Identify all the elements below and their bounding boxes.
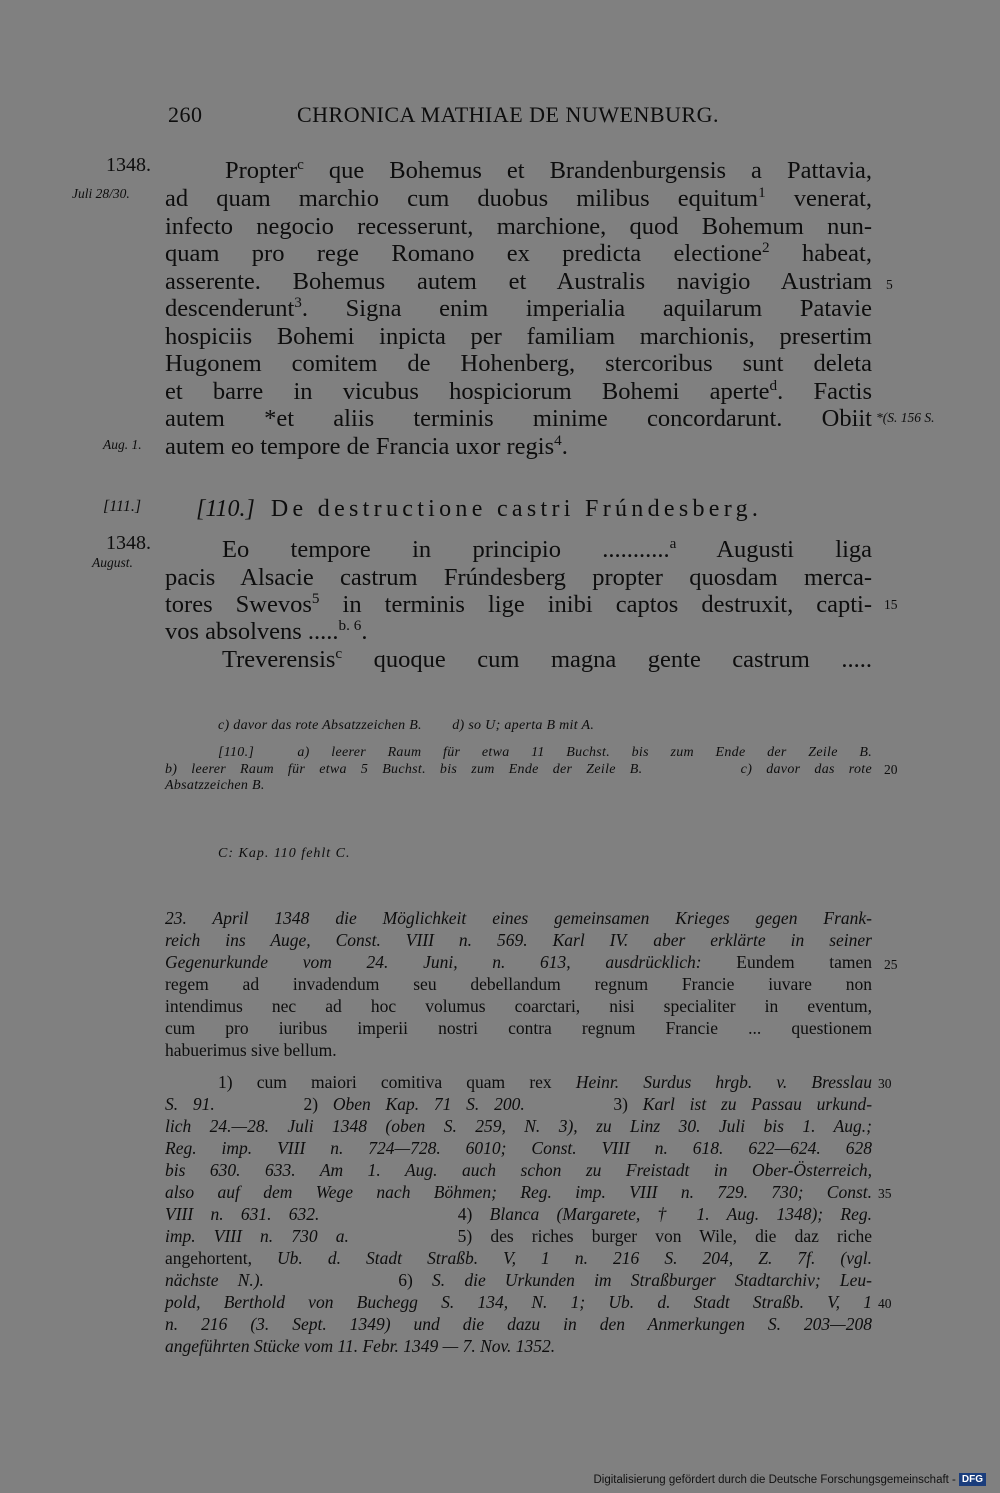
footnote-line: angehortent, Ub. d. Stadt Straßb. V, 1 n. 216 S. 204, Z. 7f. (vgl. bbox=[165, 1248, 872, 1268]
text-line: pacis Alsacie castrum Frúndesberg propter quosdam merca- bbox=[165, 564, 872, 591]
footnote-line: Reg. imp. VIII n. 724—728. 6010; Const. VIII n. 618. 622—624. 628 bbox=[165, 1138, 872, 1158]
footnote-line: lich 24.—28. Juli 1348 (oben S. 259, N. 3), zu Linz 30. Juli bis 1. Aug.; bbox=[165, 1116, 872, 1136]
margin-date: Juli 28/30. bbox=[72, 186, 130, 201]
margin-date: Aug. 1. bbox=[103, 437, 142, 452]
line-number: 15 bbox=[884, 597, 898, 612]
page-number: 260 bbox=[168, 102, 203, 127]
credit-text: Digitalisierung gefördert durch die Deutsche Forschungsgemeinschaft - bbox=[593, 1474, 956, 1486]
chapter-number: [110.] bbox=[196, 496, 255, 522]
text-line: vos absolvens .....$^{b. 6}$. bbox=[165, 616, 368, 645]
line-number: 30 bbox=[878, 1076, 892, 1091]
text-line: autem eo tempore de Francia uxor regis$^4$. bbox=[165, 431, 568, 460]
text-line: ad quam marchio cum duobus milibus equitum$^1$ venerat, bbox=[165, 183, 872, 212]
running-title: CHRONICA MATHIAE DE NUWENBURG. bbox=[297, 102, 719, 127]
footnote-line: angeführten Stücke vom 11. Febr. 1349 — 7. Nov. 1352. bbox=[165, 1336, 556, 1356]
commentary-line: Gegenurkunde vom 24. Juni, n. 613, ausdrücklich: Eundem tamen bbox=[165, 952, 873, 972]
commentary-line: reich ins Auge, Const. VIII n. 569. Karl IV. aber erklärte in seiner bbox=[165, 930, 872, 950]
footnote-line: imp. VIII n. 730 a. 5) des riches burger von Wile, die daz riche bbox=[165, 1226, 872, 1246]
margin-date: August. bbox=[92, 555, 133, 570]
text-line: Eo tempore in principio ...........$^a$ Augusti liga bbox=[222, 534, 872, 563]
margin-year: 1348. bbox=[106, 154, 151, 176]
footnote-line: VIII n. 631. 632. 4) Blanca (Margarete, † 1. Aug. 1348); Reg. bbox=[165, 1204, 873, 1224]
digitization-credit bbox=[593, 1473, 986, 1486]
dfg-logo: DFG bbox=[959, 1473, 986, 1486]
commentary-line: cum pro iuribus imperii nostri contra regnum Francie ... questionem bbox=[165, 1018, 872, 1038]
line-number: 5 bbox=[886, 277, 893, 292]
text-line: hospiciis Bohemi inpicta per familiam marchionis, presertim bbox=[165, 323, 872, 350]
text-line: Propter$^c$ que Bohemus et Brandenburgensis a Pattavia, bbox=[225, 155, 872, 184]
text-line: asserente. Bohemus autem et Australis navigio Austriam bbox=[165, 268, 872, 295]
margin-chapter-number: [111.] bbox=[103, 498, 142, 515]
apparatus-line: [110.] a) leerer Raum für etwa 11 Buchst. bis zum Ende der Zeile B. bbox=[218, 745, 872, 760]
line-number: 25 bbox=[884, 957, 898, 972]
text-line: quam pro rege Romano ex predicta electione$^2$ habeat, bbox=[165, 238, 872, 267]
text-line: infecto negocio recesserunt, marchione, quod Bohemum nun- bbox=[165, 213, 872, 240]
text-line: Hugonem comitem de Hohenberg, stercoribus sunt deleta bbox=[165, 350, 872, 377]
chapter-title: De destructione castri Frúndesberg. bbox=[270, 496, 763, 522]
line-number: 40 bbox=[878, 1296, 892, 1311]
footnote-line: also auf dem Wege nach Böhmen; Reg. imp. VIII n. 729. 730; Const. bbox=[165, 1182, 872, 1202]
page-reference: *(S. 156 S. bbox=[876, 410, 935, 425]
footnote-line: 1) cum maiori comitiva quam rex Heinr. Surdus hrgb. v. Bresslau bbox=[218, 1072, 872, 1092]
line-number: 20 bbox=[884, 762, 898, 777]
margin-year: 1348. bbox=[106, 532, 151, 554]
footnote-line: bis 630. 633. Am 1. Aug. auch schon zu Freistadt in Ober-Österreich, bbox=[165, 1160, 872, 1180]
apparatus-line: c) davor das rote Absatzzeichen B. d) so U; aperta B mit A. bbox=[218, 718, 595, 733]
commentary-line: 23. April 1348 die Möglichkeit eines gemeinsamen Krieges gegen Frank- bbox=[165, 908, 872, 928]
apparatus-line: Absatzzeichen B. bbox=[165, 778, 265, 793]
commentary-line: intendimus nec ad hoc volumus coarctari, nisi specialiter in eventum, bbox=[165, 996, 872, 1016]
apparatus-line: b) leerer Raum für etwa 5 Buchst. bis zum Ende der Zeile B. c) davor das rote bbox=[165, 762, 873, 777]
footnote-line: S. 91. 2) Oben Kap. 71 S. 200. 3) Karl ist zu Passau urkund- bbox=[165, 1094, 873, 1114]
text-line: autem *et aliis terminis minime concordarunt. Obiit bbox=[165, 405, 872, 432]
commentary-line: habuerimus sive bellum. bbox=[165, 1040, 337, 1060]
footnote-line: nächste N.). 6) S. die Urkunden im Straßburger Stadtarchiv; Leu- bbox=[165, 1270, 872, 1290]
text-line: et barre in vicubus hospiciorum Bohemi aperte$^d$. Factis bbox=[165, 376, 872, 405]
line-number: 35 bbox=[878, 1186, 892, 1201]
text-line: Treverensis$^c$ quoque cum magna gente castrum ..... bbox=[222, 644, 872, 673]
manuscript-note: C: Kap. 110 fehlt C. bbox=[218, 846, 351, 861]
chapter-heading bbox=[196, 496, 762, 524]
footnote-line: pold, Berthold von Buchegg S. 134, N. 1; Ub. d. Stadt Straßb. V, 1 bbox=[165, 1292, 872, 1312]
text-line: tores Swevos$^5$ in terminis lige inibi captos destruxit, capti- bbox=[165, 589, 873, 618]
commentary-line: regem ad invadendum seu debellandum regnum Francie iuvare non bbox=[165, 974, 872, 994]
footnote-line: n. 216 (3. Sept. 1349) und die dazu in den Anmerkungen S. 203—208 bbox=[165, 1314, 872, 1334]
text-line: descenderunt$^3$. Signa enim imperialia aquilarum Patavie bbox=[165, 293, 872, 322]
